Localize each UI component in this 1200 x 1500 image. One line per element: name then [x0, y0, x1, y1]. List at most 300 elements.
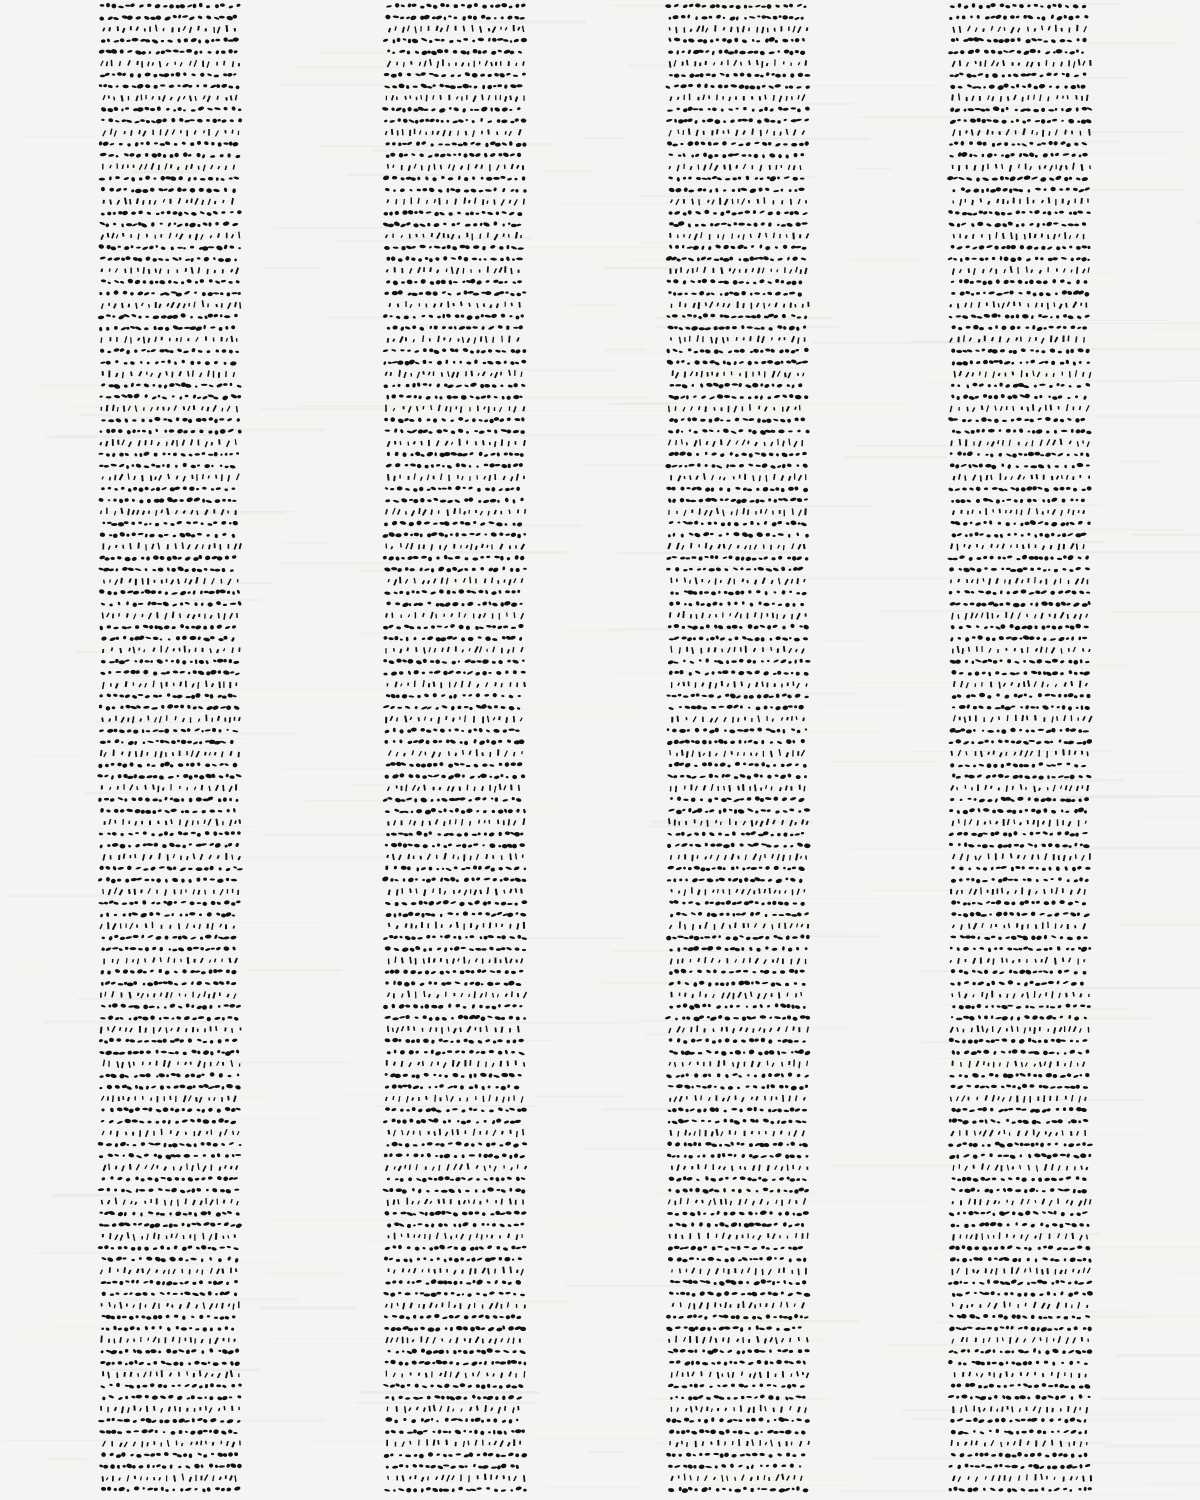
- texture-streak: [611, 950, 794, 952]
- texture-streak: [733, 1426, 778, 1427]
- texture-streak: [1102, 784, 1200, 785]
- ink-mark: [161, 925, 163, 929]
- texture-streak: [1170, 377, 1200, 380]
- ink-mark: [210, 1062, 212, 1066]
- ink-mark: [158, 96, 160, 100]
- texture-streak: [652, 1398, 829, 1400]
- ink-mark: [186, 751, 188, 755]
- texture-streak: [873, 1457, 1041, 1459]
- ink-mark: [139, 1026, 141, 1033]
- ink-mark: [189, 1235, 191, 1239]
- ink-mark: [235, 682, 237, 686]
- texture-streak: [207, 1420, 325, 1422]
- texture-streak: [44, 1021, 226, 1024]
- ink-mark: [102, 164, 103, 170]
- texture-streak: [123, 675, 159, 676]
- texture-streak: [109, 1369, 261, 1372]
- texture-streak: [505, 410, 681, 411]
- ink-mark: [217, 1199, 218, 1205]
- ink-mark: [197, 1029, 199, 1032]
- ink-mark: [210, 1026, 212, 1031]
- texture-streak: [669, 912, 795, 913]
- texture-streak: [589, 1451, 627, 1453]
- texture-streak: [1010, 181, 1096, 183]
- ink-mark: [112, 959, 114, 963]
- ink-mark: [163, 28, 165, 31]
- texture-streak: [119, 417, 224, 419]
- texture-streak: [687, 512, 762, 514]
- ink-mark: [149, 27, 151, 32]
- texture-streak: [827, 761, 939, 763]
- ink-mark: [174, 62, 176, 65]
- ink-mark: [194, 1131, 196, 1136]
- ink-mark: [202, 61, 204, 67]
- ink-mark: [208, 129, 210, 136]
- ink-mark: [130, 855, 132, 858]
- ink-mark: [161, 337, 163, 341]
- texture-streak: [312, 1441, 445, 1442]
- ink-mark: [100, 993, 102, 998]
- texture-streak: [855, 445, 1035, 447]
- ink-mark: [135, 579, 137, 586]
- texture-streak: [565, 1285, 741, 1287]
- ink-mark: [192, 1027, 194, 1032]
- ink-mark: [141, 61, 143, 67]
- texture-streak: [356, 1402, 538, 1404]
- ink-mark: [209, 222, 212, 226]
- texture-streak: [850, 682, 996, 683]
- texture-streak: [1112, 611, 1200, 613]
- ink-mark: [237, 831, 241, 835]
- texture-streak: [45, 436, 167, 438]
- ink-mark: [146, 234, 148, 238]
- texture-streak: [479, 397, 649, 399]
- texture-streak: [383, 263, 445, 264]
- texture-streak: [1053, 189, 1185, 191]
- texture-streak: [1113, 772, 1186, 773]
- texture-streak: [621, 402, 677, 405]
- texture-streak: [347, 174, 465, 176]
- texture-streak: [687, 1, 804, 3]
- ink-mark: [238, 647, 240, 652]
- ink-mark: [211, 718, 213, 722]
- texture-streak: [943, 3, 1121, 5]
- ink-mark: [181, 1269, 183, 1273]
- texture-streak: [26, 756, 82, 757]
- ink-mark: [221, 1097, 223, 1102]
- ink-mark: [185, 889, 186, 892]
- texture-streak: [517, 247, 677, 249]
- texture-streak: [813, 342, 1002, 344]
- texture-streak: [79, 414, 111, 417]
- texture-streak: [1142, 22, 1184, 23]
- texture-streak: [1036, 779, 1126, 782]
- texture-streak: [557, 203, 734, 205]
- ink-mark: [103, 1224, 110, 1227]
- texture-streak: [994, 1442, 1107, 1445]
- ink-mark: [195, 648, 197, 652]
- ink-mark: [153, 1131, 154, 1136]
- texture-streak: [1180, 151, 1200, 152]
- ink-mark: [171, 1305, 173, 1308]
- ink-mark: [205, 336, 207, 340]
- texture-streak: [168, 153, 332, 154]
- ink-mark: [128, 96, 129, 100]
- texture-streak: [726, 693, 858, 696]
- ink-mark: [179, 993, 181, 996]
- ink-mark: [165, 752, 167, 757]
- ink-mark: [214, 543, 216, 548]
- ink-mark: [229, 682, 231, 688]
- texture-streak: [1116, 1354, 1200, 1357]
- texture-streak: [9, 972, 41, 973]
- texture-streak: [351, 784, 395, 786]
- ink-mark: [141, 821, 143, 824]
- texture-streak: [1089, 42, 1178, 44]
- ink-mark: [162, 464, 164, 467]
- texture-streak: [533, 1438, 654, 1439]
- ink-mark: [188, 868, 193, 870]
- texture-streak: [921, 1041, 967, 1043]
- texture-streak: [547, 1223, 625, 1225]
- texture-streak: [271, 1338, 435, 1339]
- ink-mark: [106, 508, 108, 514]
- ink-mark: [166, 682, 168, 687]
- ink-mark: [196, 474, 197, 480]
- ink-mark: [113, 750, 115, 756]
- ink-mark: [176, 338, 178, 341]
- texture-streak: [386, 91, 452, 93]
- texture-streak: [293, 67, 399, 68]
- ink-mark: [155, 235, 156, 239]
- texture-streak: [1150, 1314, 1200, 1316]
- ink-mark: [107, 922, 109, 929]
- ink-mark: [160, 234, 162, 238]
- texture-streak: [136, 826, 254, 827]
- ink-mark: [193, 925, 195, 928]
- texture-streak: [795, 1027, 845, 1030]
- ink-mark: [118, 855, 120, 860]
- ink-mark: [225, 853, 227, 860]
- texture-streak: [970, 505, 1100, 506]
- ink-mark: [180, 130, 182, 133]
- ink-mark: [118, 211, 122, 214]
- ink-mark: [197, 440, 199, 446]
- ink-mark: [230, 1268, 232, 1274]
- ink-mark: [186, 130, 188, 136]
- ink-mark: [154, 580, 156, 583]
- ink-mark: [194, 1234, 195, 1241]
- ink-mark: [125, 924, 126, 928]
- ink-mark: [123, 784, 124, 790]
- texture-streak: [844, 456, 946, 458]
- ink-mark: [108, 1061, 110, 1067]
- ink-mark: [176, 269, 178, 273]
- texture-streak: [34, 1252, 215, 1254]
- ink-mark: [232, 889, 233, 893]
- ink-mark: [139, 1130, 141, 1137]
- texture-streak: [336, 240, 443, 242]
- texture-streak: [133, 171, 197, 174]
- texture-streak: [220, 1118, 318, 1120]
- ink-mark: [223, 682, 224, 688]
- texture-streak: [1048, 320, 1169, 321]
- ink-mark: [204, 614, 205, 619]
- ink-mark: [153, 1027, 155, 1033]
- texture-streak: [1075, 77, 1128, 79]
- ink-mark: [237, 579, 239, 582]
- ink-mark: [104, 821, 106, 825]
- texture-streak: [1120, 461, 1158, 464]
- ink-mark: [121, 992, 123, 997]
- ink-mark: [234, 717, 236, 721]
- ink-mark: [130, 26, 132, 30]
- ink-mark: [196, 867, 203, 871]
- ink-mark: [121, 741, 123, 743]
- ink-mark: [126, 1304, 128, 1307]
- texture-streak: [139, 1215, 226, 1217]
- texture-streak: [1076, 551, 1200, 553]
- texture-streak: [451, 1022, 639, 1024]
- texture-streak: [718, 889, 765, 891]
- texture-streak: [638, 196, 706, 197]
- ink-mark: [226, 233, 228, 239]
- ink-mark: [190, 1062, 192, 1065]
- texture-streak: [1073, 541, 1105, 543]
- ink-mark: [108, 303, 110, 306]
- texture-streak: [1147, 1483, 1200, 1485]
- ink-mark: [185, 681, 187, 688]
- texture-streak: [1060, 131, 1185, 133]
- ink-mark: [220, 337, 222, 342]
- texture-streak: [1037, 1008, 1128, 1010]
- texture-streak: [642, 242, 801, 243]
- texture-streak: [85, 792, 133, 795]
- ink-mark: [112, 439, 114, 446]
- texture-streak: [685, 933, 847, 935]
- texture-streak: [1076, 987, 1200, 989]
- texture-streak: [261, 1307, 356, 1310]
- texture-streak: [802, 1200, 930, 1202]
- ink-mark: [224, 717, 226, 721]
- texture-streak: [1072, 1463, 1200, 1464]
- texture-streak: [693, 1485, 855, 1486]
- ink-mark: [205, 28, 207, 31]
- texture-streak: [854, 168, 893, 170]
- ink-mark: [103, 959, 105, 965]
- ink-mark: [109, 337, 111, 341]
- texture-streak: [759, 898, 880, 900]
- texture-streak: [1117, 924, 1200, 926]
- texture-streak: [477, 435, 662, 436]
- ink-mark: [161, 580, 163, 584]
- ink-mark: [101, 407, 103, 411]
- texture-streak: [910, 1418, 947, 1421]
- ink-mark: [115, 176, 120, 179]
- texture-streak: [219, 1061, 350, 1063]
- texture-streak: [881, 610, 1022, 612]
- ink-mark: [170, 784, 171, 790]
- ink-mark: [145, 95, 146, 99]
- ink-mark: [150, 108, 155, 111]
- texture-streak: [1104, 1445, 1200, 1448]
- texture-streak: [821, 705, 909, 706]
- texture-streak: [180, 599, 261, 601]
- texture-streak: [823, 640, 865, 642]
- ink-mark: [158, 1303, 159, 1309]
- texture-streak: [701, 138, 870, 141]
- ink-mark: [132, 1132, 134, 1136]
- texture-streak: [43, 1458, 86, 1460]
- ink-mark: [205, 1198, 206, 1204]
- texture-streak: [283, 542, 329, 544]
- texture-streak: [773, 85, 941, 86]
- ink-mark: [164, 1096, 165, 1101]
- ink-mark: [118, 613, 120, 617]
- ink-mark: [236, 452, 239, 454]
- texture-streak: [342, 1093, 399, 1095]
- texture-streak: [1031, 665, 1130, 666]
- ink-mark: [235, 510, 237, 515]
- ink-mark: [152, 922, 154, 928]
- ink-mark: [110, 855, 112, 859]
- ink-mark: [176, 440, 178, 447]
- texture-streak: [181, 1263, 282, 1264]
- ink-mark: [193, 959, 195, 963]
- ink-mark: [235, 784, 237, 790]
- texture-streak: [584, 1148, 668, 1150]
- ink-mark: [144, 28, 146, 31]
- texture-streak: [377, 1105, 536, 1107]
- ink-mark: [122, 1096, 124, 1100]
- texture-streak: [1171, 1272, 1200, 1273]
- texture-streak: [649, 825, 741, 828]
- texture-streak: [1081, 1419, 1175, 1421]
- ink-mark: [140, 1337, 141, 1342]
- texture-streak: [719, 1320, 859, 1322]
- ink-mark: [186, 49, 192, 53]
- ink-mark: [117, 1269, 119, 1272]
- texture-streak: [691, 566, 804, 567]
- texture-streak: [1092, 1315, 1150, 1318]
- texture-streak: [53, 1194, 117, 1197]
- ink-mark: [240, 1027, 242, 1030]
- ink-mark: [180, 856, 182, 860]
- texture-streak: [644, 1033, 709, 1035]
- texture-streak: [804, 103, 854, 105]
- ink-mark: [102, 1234, 104, 1237]
- ink-mark: [191, 475, 193, 479]
- ink-mark: [238, 1301, 239, 1308]
- ink-mark: [201, 384, 208, 386]
- texture-streak: [75, 651, 113, 653]
- texture-streak: [547, 1487, 644, 1488]
- texture-streak: [958, 140, 1119, 143]
- texture-streak: [960, 933, 1004, 934]
- texture-streak: [1101, 1398, 1200, 1400]
- texture-streak: [400, 537, 474, 538]
- texture-streak: [373, 149, 450, 151]
- texture-streak: [605, 353, 682, 355]
- ink-mark: [157, 1096, 159, 1102]
- texture-streak: [272, 227, 386, 229]
- texture-streak: [282, 768, 414, 770]
- texture-streak: [472, 21, 587, 24]
- texture-streak: [934, 1322, 981, 1324]
- texture-streak: [472, 1183, 536, 1184]
- texture-streak: [859, 116, 1034, 118]
- texture-streak: [939, 1058, 1046, 1059]
- ink-mark: [225, 924, 227, 929]
- texture-streak: [616, 552, 801, 554]
- ink-mark: [147, 578, 149, 584]
- texture-streak: [196, 738, 252, 739]
- ink-mark: [158, 1338, 160, 1343]
- texture-streak: [468, 369, 614, 371]
- ink-mark: [99, 705, 102, 709]
- ink-mark: [143, 983, 146, 986]
- texture-streak: [704, 368, 755, 369]
- ink-mark: [156, 890, 158, 894]
- texture-streak: [1013, 1099, 1149, 1100]
- ink-mark: [221, 914, 226, 918]
- ink-mark: [134, 1096, 135, 1100]
- texture-streak: [830, 1164, 959, 1167]
- ink-mark: [166, 579, 167, 583]
- ink-mark: [157, 821, 159, 825]
- texture-streak: [446, 551, 567, 554]
- ink-mark: [125, 256, 130, 260]
- texture-streak: [214, 582, 272, 584]
- ink-mark: [117, 26, 119, 31]
- texture-streak: [1093, 415, 1200, 418]
- texture-streak: [176, 1441, 233, 1444]
- ink-mark: [115, 716, 117, 721]
- ink-mark: [205, 715, 207, 722]
- texture-streak: [695, 506, 874, 508]
- ink-mark: [187, 338, 189, 341]
- ink-mark: [167, 544, 169, 549]
- texture-streak: [603, 1108, 683, 1110]
- texture-streak: [327, 317, 414, 319]
- texture-streak: [406, 237, 531, 240]
- texture-streak: [269, 1219, 408, 1221]
- texture-streak: [178, 1097, 270, 1098]
- texture-streak: [1038, 1233, 1102, 1235]
- texture-streak: [508, 143, 553, 146]
- ink-mark: [175, 1096, 177, 1102]
- ink-mark: [161, 646, 162, 653]
- ink-mark: [236, 613, 238, 618]
- ink-mark: [130, 234, 132, 238]
- ink-mark: [218, 372, 220, 378]
- ink-mark: [101, 1303, 103, 1306]
- texture-streak: [2, 1440, 126, 1441]
- texture-streak: [851, 848, 945, 850]
- texture-streak: [319, 145, 495, 147]
- ink-mark: [101, 785, 103, 789]
- texture-streak: [851, 260, 919, 262]
- texture-streak: [628, 64, 675, 67]
- ink-mark: [236, 338, 237, 342]
- texture-streak: [260, 408, 394, 410]
- texture-streak: [1085, 380, 1200, 381]
- ink-mark: [193, 405, 195, 410]
- ink-mark: [100, 741, 106, 744]
- ink-mark: [238, 63, 240, 66]
- ink-mark: [176, 659, 180, 664]
- texture-streak: [265, 267, 322, 269]
